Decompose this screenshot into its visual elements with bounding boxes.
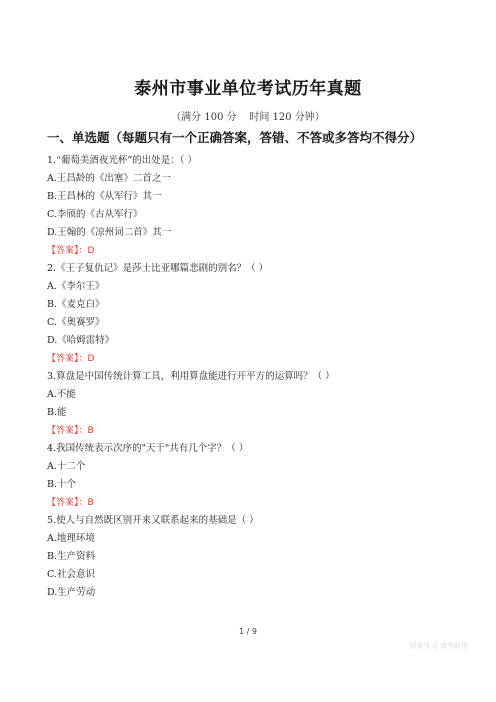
section-heading: 一、单选题（每题只有一个正确答案，答错、不答或多答均不得分） <box>47 130 423 145</box>
answer-option: A.不能 <box>47 389 76 400</box>
answer-option: B.《麦克白》 <box>47 299 105 310</box>
page-title: 泰州市事业单位考试历年真题 <box>134 79 362 99</box>
question-stem: 3.算盘是中国传统计算工具，利用算盘能进行开平方的运算吗？（ ） <box>47 371 335 382</box>
answer-key: 【答案】：B <box>47 498 94 508</box>
answer-key: 【答案】：D <box>47 246 95 256</box>
answer-option: A.王昌龄的《出塞》二首之一 <box>47 173 171 184</box>
answer-option: B.生产资料 <box>47 551 96 562</box>
question-stem: 2.《王子复仇记》是莎士比亚哪篇悲剧的别名？（ ） <box>47 263 269 274</box>
page-number: 1 / 9 <box>239 627 257 636</box>
answer-option: A.《李尔王》 <box>47 281 105 292</box>
answer-option: B.能 <box>47 407 67 418</box>
question-stem: 4.我国传统表示次序的"天干"共有几个字？（ ） <box>47 443 249 454</box>
answer-option: D.生产劳动 <box>47 587 96 598</box>
question-stem: 1.“葡萄美酒夜光杯”的出处是：（ ） <box>47 155 198 166</box>
answer-option: C.李颀的《古从军行》 <box>47 209 143 220</box>
watermark: 仅供学习 请勿商用 <box>409 642 468 650</box>
answer-option: B.十个 <box>47 479 77 490</box>
answer-option: A.十二个 <box>47 461 86 472</box>
answer-option: D.《哈姆雷特》 <box>47 335 115 346</box>
answer-key: 【答案】：B <box>47 426 94 436</box>
answer-option: C.《奥赛罗》 <box>47 317 105 328</box>
answer-key: 【答案】：D <box>47 354 95 364</box>
question-stem: 5.使人与自然既区别开来又联系起来的基础是（ ） <box>47 515 259 526</box>
answer-option: B.王昌林的《从军行》其一 <box>47 191 162 202</box>
answer-option: C.社会意识 <box>47 569 95 580</box>
question-list <box>47 152 467 602</box>
answer-option: D.王翰的《凉州词二首》其一 <box>47 227 172 238</box>
exam-subtitle: （满分 100 分 时间 120 分钟） <box>171 112 325 123</box>
answer-option: A.地理环境 <box>47 533 95 544</box>
